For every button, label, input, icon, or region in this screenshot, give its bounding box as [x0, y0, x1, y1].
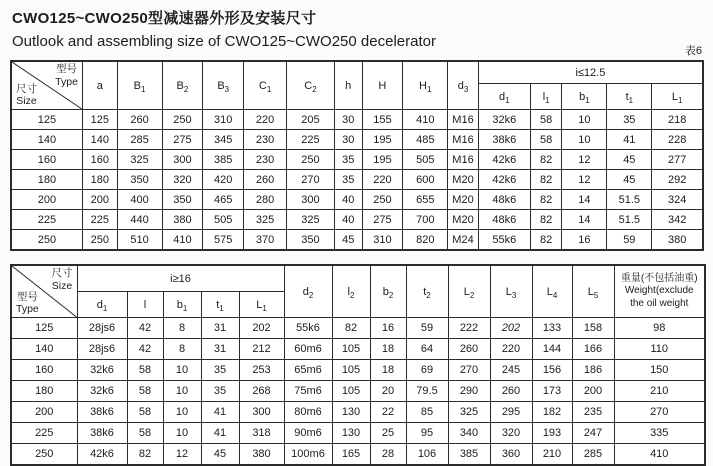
data-cell: 35: [607, 110, 652, 130]
data-cell: 260: [244, 170, 287, 190]
column-header: $t_1$: [607, 84, 652, 110]
data-cell: 10: [163, 402, 201, 423]
row-header-cell: 140: [11, 339, 77, 360]
data-cell: 700: [403, 210, 448, 230]
data-cell: 80m6: [284, 402, 332, 423]
data-cell: 150: [614, 360, 705, 381]
data-cell: 325: [117, 150, 162, 170]
data-cell: 193: [532, 423, 572, 444]
data-cell: 95: [406, 423, 448, 444]
column-header: $L_1$: [652, 84, 703, 110]
data-cell: 41: [607, 130, 652, 150]
data-cell: 268: [239, 381, 284, 402]
data-cell: 280: [244, 190, 287, 210]
data-cell: 505: [403, 150, 448, 170]
data-cell: 110: [614, 339, 705, 360]
data-cell: 10: [163, 360, 201, 381]
column-header: $B_1$: [117, 61, 162, 110]
data-cell: 260: [448, 339, 490, 360]
data-cell: 105: [332, 339, 370, 360]
data-cell: 25: [370, 423, 406, 444]
data-cell: 186: [572, 360, 614, 381]
data-cell: 225: [287, 130, 335, 150]
data-cell: 16: [370, 318, 406, 339]
t2-corner-cell: [11, 265, 77, 318]
data-cell: M20: [448, 170, 479, 190]
data-cell: 410: [614, 444, 705, 466]
data-cell: 600: [403, 170, 448, 190]
data-cell: 10: [562, 110, 607, 130]
data-cell: 250: [162, 110, 203, 130]
data-cell: 210: [532, 444, 572, 466]
column-header: l: [127, 292, 163, 318]
t1-header-row-1: [11, 61, 703, 84]
data-cell: 40: [334, 190, 362, 210]
data-cell: 28: [370, 444, 406, 466]
data-cell: 32k6: [77, 381, 127, 402]
data-cell: 64: [406, 339, 448, 360]
t1-ratio-group-header: i≤12.5: [478, 61, 703, 84]
column-header: $d_1$: [478, 84, 530, 110]
data-cell: 400: [117, 190, 162, 210]
column-header: $t_1$: [201, 292, 239, 318]
data-cell: 220: [244, 110, 287, 130]
data-cell: 285: [117, 130, 162, 150]
data-cell: M16: [448, 130, 479, 150]
row-header-cell: 250: [11, 444, 77, 466]
data-cell: 820: [403, 230, 448, 251]
data-cell: 270: [287, 170, 335, 190]
data-cell: 385: [203, 150, 244, 170]
t2-weight-header: 重量(不包括油重) Weight(exclude the oil weight: [614, 265, 705, 318]
data-cell: 270: [614, 402, 705, 423]
data-cell: 235: [572, 402, 614, 423]
table-row: [11, 339, 705, 360]
data-cell: 35: [334, 170, 362, 190]
column-header: $L_2$: [448, 265, 490, 318]
corner-top-label: 尺寸 Size: [51, 267, 73, 292]
table-row: [11, 170, 703, 190]
data-cell: 156: [532, 360, 572, 381]
data-cell: 295: [490, 402, 532, 423]
data-cell: 30: [334, 110, 362, 130]
data-cell: 18: [370, 339, 406, 360]
table-row: [11, 402, 705, 423]
data-cell: 300: [239, 402, 284, 423]
data-cell: 325: [244, 210, 287, 230]
data-cell: 350: [162, 190, 203, 210]
data-cell: 277: [652, 150, 703, 170]
table-row: [11, 423, 705, 444]
data-cell: 12: [562, 150, 607, 170]
data-cell: 292: [652, 170, 703, 190]
data-cell: 125: [82, 110, 117, 130]
data-cell: 35: [201, 381, 239, 402]
data-cell: 318: [239, 423, 284, 444]
data-cell: 222: [448, 318, 490, 339]
column-header: $C_2$: [287, 61, 335, 110]
data-cell: 58: [530, 110, 562, 130]
column-header: $b_2$: [370, 265, 406, 318]
data-cell: 28js6: [77, 318, 127, 339]
data-cell: 200: [572, 381, 614, 402]
data-cell: 133: [532, 318, 572, 339]
data-cell: 82: [530, 210, 562, 230]
data-cell: 82: [530, 170, 562, 190]
t2-header-row-1: [11, 265, 705, 292]
data-cell: 42k6: [77, 444, 127, 466]
data-cell: 218: [652, 110, 703, 130]
data-cell: 575: [203, 230, 244, 251]
row-header-cell: 225: [11, 210, 82, 230]
row-header-cell: 225: [11, 423, 77, 444]
data-cell: 325: [448, 402, 490, 423]
data-cell: 380: [652, 230, 703, 251]
column-header: $b_1$: [562, 84, 607, 110]
data-cell: 51.5: [607, 210, 652, 230]
t2-ratio-group-header: i≥16: [77, 265, 284, 292]
data-cell: 230: [244, 130, 287, 150]
table-row: [11, 210, 703, 230]
data-cell: 245: [490, 360, 532, 381]
data-cell: 360: [490, 444, 532, 466]
data-cell: 42k6: [478, 170, 530, 190]
data-cell: M24: [448, 230, 479, 251]
data-cell: 324: [652, 190, 703, 210]
data-cell: 14: [562, 190, 607, 210]
data-cell: 166: [572, 339, 614, 360]
data-cell: 260: [490, 381, 532, 402]
row-header-cell: 140: [11, 130, 82, 150]
table-row: [11, 360, 705, 381]
data-cell: 165: [332, 444, 370, 466]
data-cell: 275: [362, 210, 403, 230]
data-cell: 144: [532, 339, 572, 360]
data-cell: 173: [532, 381, 572, 402]
data-cell: 10: [562, 130, 607, 150]
data-cell: 20: [370, 381, 406, 402]
t1-body: [11, 110, 703, 251]
t2-header: [11, 265, 705, 318]
table-row: [11, 381, 705, 402]
data-cell: 230: [244, 150, 287, 170]
table-gap: [10, 251, 704, 264]
data-cell: M16: [448, 150, 479, 170]
data-cell: 300: [162, 150, 203, 170]
data-cell: 270: [448, 360, 490, 381]
row-header-cell: 125: [11, 318, 77, 339]
data-cell: 10: [163, 381, 201, 402]
page-title-en: Outlook and assembling size of CWO125~CWO250 decelerator: [12, 33, 436, 50]
data-cell: 380: [162, 210, 203, 230]
data-cell: M16: [448, 110, 479, 130]
t1-header: [11, 61, 703, 110]
data-cell: 10: [163, 423, 201, 444]
data-cell: 220: [362, 170, 403, 190]
data-cell: 41: [201, 402, 239, 423]
data-cell: 105: [332, 360, 370, 381]
data-cell: 42: [127, 318, 163, 339]
data-cell: 82: [530, 230, 562, 251]
page-title-zh: CWO125~CWO250型减速器外形及安装尺寸: [12, 10, 317, 27]
data-cell: 320: [162, 170, 203, 190]
column-header: $L_5$: [572, 265, 614, 318]
data-cell: 510: [117, 230, 162, 251]
data-cell: 8: [163, 318, 201, 339]
data-cell: 655: [403, 190, 448, 210]
data-cell: 55k6: [284, 318, 332, 339]
data-cell: 59: [406, 318, 448, 339]
data-cell: 210: [614, 381, 705, 402]
row-header-cell: 250: [11, 230, 82, 251]
data-cell: 38k6: [77, 402, 127, 423]
data-cell: 58: [127, 402, 163, 423]
data-cell: 385: [448, 444, 490, 466]
data-cell: 275: [162, 130, 203, 150]
data-cell: 55k6: [478, 230, 530, 251]
corner-top-label: 型号 Type: [55, 63, 78, 88]
corner-bottom-label: 尺寸 Size: [16, 82, 37, 108]
data-cell: 285: [572, 444, 614, 466]
table-row: [11, 130, 703, 150]
data-cell: 14: [562, 210, 607, 230]
data-cell: 380: [239, 444, 284, 466]
data-cell: 220: [490, 339, 532, 360]
row-header-cell: 125: [11, 110, 82, 130]
data-cell: 58: [127, 381, 163, 402]
data-cell: 42k6: [478, 150, 530, 170]
table-row: [11, 230, 703, 251]
data-cell: 79.5: [406, 381, 448, 402]
data-cell: 45: [334, 230, 362, 251]
column-header: $L_4$: [532, 265, 572, 318]
data-cell: 228: [652, 130, 703, 150]
row-header-cell: 180: [11, 170, 82, 190]
data-cell: 195: [362, 130, 403, 150]
data-cell: 100m6: [284, 444, 332, 466]
dimension-table-lower: [10, 264, 706, 466]
table-row: [11, 150, 703, 170]
data-cell: 350: [117, 170, 162, 190]
data-cell: 32k6: [478, 110, 530, 130]
data-cell: 32k6: [77, 360, 127, 381]
data-cell: 260: [117, 110, 162, 130]
data-cell: 31: [201, 318, 239, 339]
data-cell: M20: [448, 210, 479, 230]
t2-body: [11, 318, 705, 466]
corner-bottom-label: 型号 Type: [16, 290, 39, 316]
data-cell: 320: [490, 423, 532, 444]
data-cell: 505: [203, 210, 244, 230]
data-cell: 58: [530, 130, 562, 150]
data-cell: 420: [203, 170, 244, 190]
data-cell: 202: [490, 318, 532, 339]
data-cell: 12: [562, 170, 607, 190]
data-cell: 35: [201, 360, 239, 381]
data-cell: 465: [203, 190, 244, 210]
table-row: [11, 318, 705, 339]
data-cell: 45: [201, 444, 239, 466]
data-cell: 250: [82, 230, 117, 251]
data-cell: 48k6: [478, 190, 530, 210]
data-cell: 250: [362, 190, 403, 210]
data-cell: 69: [406, 360, 448, 381]
data-cell: 180: [82, 170, 117, 190]
column-header: h: [334, 61, 362, 110]
data-cell: 59: [607, 230, 652, 251]
data-cell: 350: [287, 230, 335, 251]
data-cell: 48k6: [478, 210, 530, 230]
data-cell: 225: [82, 210, 117, 230]
data-cell: 130: [332, 402, 370, 423]
column-header: $b_1$: [163, 292, 201, 318]
column-header: H: [362, 61, 403, 110]
data-cell: 195: [362, 150, 403, 170]
data-cell: 247: [572, 423, 614, 444]
column-header: a: [82, 61, 117, 110]
table-row: [11, 190, 703, 210]
data-cell: 98: [614, 318, 705, 339]
data-cell: 335: [614, 423, 705, 444]
data-cell: 31: [201, 339, 239, 360]
data-cell: 60m6: [284, 339, 332, 360]
column-header: $l_1$: [530, 84, 562, 110]
column-header: $d_3$: [448, 61, 479, 110]
data-cell: 58: [127, 423, 163, 444]
data-cell: 345: [203, 130, 244, 150]
t1-corner-cell: [11, 61, 82, 110]
data-cell: 12: [163, 444, 201, 466]
data-cell: 200: [82, 190, 117, 210]
data-cell: 82: [127, 444, 163, 466]
data-cell: 155: [362, 110, 403, 130]
column-header: $C_1$: [244, 61, 287, 110]
column-header: $H_1$: [403, 61, 448, 110]
data-cell: 41: [201, 423, 239, 444]
data-cell: 16: [562, 230, 607, 251]
data-cell: 105: [332, 381, 370, 402]
data-cell: 205: [287, 110, 335, 130]
data-cell: 30: [334, 130, 362, 150]
data-cell: 85: [406, 402, 448, 423]
data-cell: 130: [332, 423, 370, 444]
column-header: $d_1$: [77, 292, 127, 318]
data-cell: 58: [127, 360, 163, 381]
data-cell: 82: [332, 318, 370, 339]
row-header-cell: 200: [11, 190, 82, 210]
data-cell: 440: [117, 210, 162, 230]
data-cell: 106: [406, 444, 448, 466]
row-header-cell: 180: [11, 381, 77, 402]
data-cell: 82: [530, 190, 562, 210]
column-header: $L_1$: [239, 292, 284, 318]
data-cell: 370: [244, 230, 287, 251]
data-cell: 300: [287, 190, 335, 210]
data-cell: 325: [287, 210, 335, 230]
data-cell: 40: [334, 210, 362, 230]
data-cell: 182: [532, 402, 572, 423]
row-header-cell: 160: [11, 360, 77, 381]
data-cell: 82: [530, 150, 562, 170]
column-header: $d_2$: [284, 265, 332, 318]
data-cell: 342: [652, 210, 703, 230]
data-cell: 250: [287, 150, 335, 170]
column-header: $L_3$: [490, 265, 532, 318]
dimension-table-upper: [10, 60, 704, 251]
data-cell: 310: [203, 110, 244, 130]
data-cell: 212: [239, 339, 284, 360]
column-header: $B_2$: [162, 61, 203, 110]
row-header-cell: 160: [11, 150, 82, 170]
column-header: $l_2$: [332, 265, 370, 318]
data-cell: M20: [448, 190, 479, 210]
data-cell: 410: [162, 230, 203, 251]
data-cell: 45: [607, 150, 652, 170]
data-cell: 22: [370, 402, 406, 423]
data-cell: 90m6: [284, 423, 332, 444]
data-cell: 140: [82, 130, 117, 150]
data-cell: 51.5: [607, 190, 652, 210]
data-cell: 28js6: [77, 339, 127, 360]
data-cell: 65m6: [284, 360, 332, 381]
data-cell: 18: [370, 360, 406, 381]
data-cell: 160: [82, 150, 117, 170]
data-cell: 75m6: [284, 381, 332, 402]
data-cell: 38k6: [77, 423, 127, 444]
table-row: [11, 110, 703, 130]
data-cell: 45: [607, 170, 652, 190]
data-cell: 410: [403, 110, 448, 130]
data-cell: 202: [239, 318, 284, 339]
row-header-cell: 200: [11, 402, 77, 423]
data-cell: 38k6: [478, 130, 530, 150]
data-cell: 340: [448, 423, 490, 444]
data-cell: 485: [403, 130, 448, 150]
data-cell: 290: [448, 381, 490, 402]
column-header: $B_3$: [203, 61, 244, 110]
data-cell: 253: [239, 360, 284, 381]
data-cell: 35: [334, 150, 362, 170]
column-header: $t_2$: [406, 265, 448, 318]
data-cell: 42: [127, 339, 163, 360]
data-cell: 8: [163, 339, 201, 360]
data-cell: 158: [572, 318, 614, 339]
table-number-tag: 表6: [684, 45, 702, 57]
data-cell: 310: [362, 230, 403, 251]
